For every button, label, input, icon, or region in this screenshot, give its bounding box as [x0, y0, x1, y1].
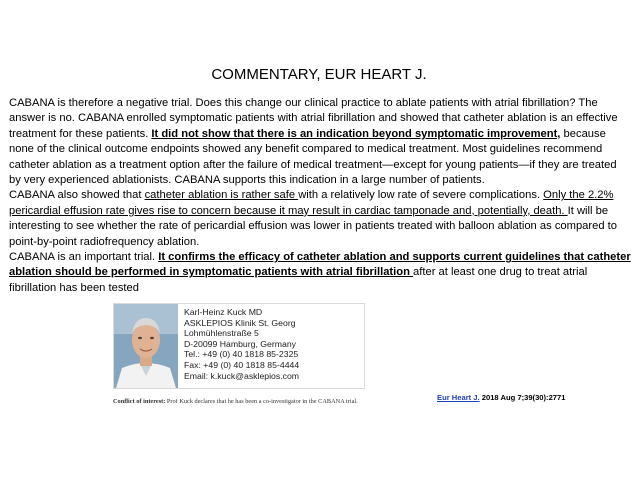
text-run: CABANA is therefore a negative trial. Does this change our clinical practice to ablate patients with atrial fibrillation? The answer is no. CABANA enrolled symptomatic patients with atrial fibrillation and showed that catheter ablation is an effective treatment for these patients.: [9, 97, 618, 140]
text-run: CABANA also showed that: [9, 189, 145, 202]
portrait-image: [114, 304, 178, 388]
text-run: after at least one drug to treat atrial fibrillation has been tested: [9, 266, 588, 294]
paragraph-2: [9, 188, 631, 250]
author-contact: [184, 307, 299, 381]
paragraph-1: [9, 96, 631, 188]
author-city: D-20099 Hamburg, Germany: [184, 338, 297, 349]
text-run: with a relatively low rate of severe complications.: [298, 189, 544, 202]
author-street: Lohmühlenstraße 5: [184, 328, 259, 339]
author-email: Email: k.kuck@asklepios.com: [184, 370, 300, 381]
text-run: CABANA is an important trial.: [9, 251, 159, 264]
author-affiliation: ASKLEPIOS Klinik St. Georg: [184, 317, 296, 328]
text-run: It will be interesting to see whether the rate of pericardial effusion was lower in patients treated with balloon ablation as compared to point-by-point radiofrequency ablation.: [9, 204, 618, 248]
author-card: [113, 303, 365, 389]
conflict-label: Conflict of interest:: [113, 398, 166, 405]
commentary-body: [9, 96, 631, 296]
conflict-text: Prof Kuck declares that he has been a co-investigator in the CABANA trial.: [165, 398, 358, 405]
author-photo: [114, 304, 178, 388]
emphasis-confirms-efficacy: It confirms the efficacy of catheter ablation and supports current guidelines that catheter ablation should be performed in symptomatic patients with atrial fibrillation: [9, 251, 631, 279]
text-run: because none of the clinical outcome endpoints showed any benefit compared to medical treatment. Most guidelines recommend catheter ablation as a treatment option after the failure of medical treatment—except for young patients—if they are treated by very experienced ablationists. CABANA supports this indication in a large number of patients.: [9, 127, 617, 187]
citation-link[interactable]: Eur Heart J.: [437, 393, 480, 402]
page-title: COMMENTARY, EUR HEART J.: [211, 66, 427, 83]
citation: [437, 393, 565, 402]
emphasis-pericardial-effusion: Only the 2.2% pericardial effusion rate gives rise to concern because it may result in cardiac tamponade and, potentially, death.: [9, 189, 614, 217]
author-fax: Fax: +49 (0) 40 1818 85-4444: [184, 359, 300, 370]
emphasis-rather-safe: catheter ablation is rather safe: [144, 189, 299, 202]
conflict-of-interest: [113, 397, 383, 407]
paragraph-3: [9, 250, 631, 296]
emphasis-no-indication: It did not show that there is an indication beyond symptomatic improvement,: [151, 127, 561, 140]
citation-details: 2018 Aug 7;39(30):2771: [479, 393, 566, 402]
author-phone: Tel.: +49 (0) 40 1818 85-2325: [184, 349, 299, 360]
author-name: Karl-Heinz Kuck MD: [184, 307, 263, 317]
